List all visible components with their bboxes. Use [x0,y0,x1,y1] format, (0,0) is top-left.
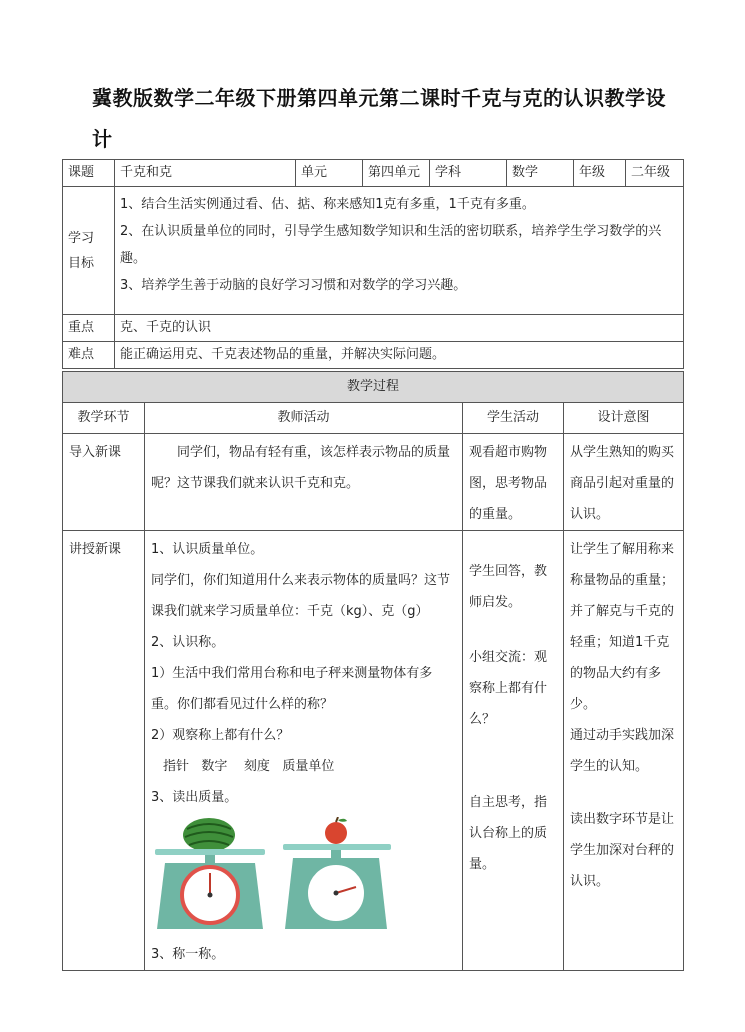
teacher-line: 1、认识质量单位。 [151,542,264,557]
intro-stage: 导入新课 [63,434,145,531]
lecture-teacher [145,531,463,971]
scale-plate [155,849,265,855]
student-line: 学生回答，教师启发。 [469,564,548,610]
student-line: 自主思考，指认台称上的质量。 [469,795,548,872]
scales-svg [151,817,391,937]
apple-icon [325,822,347,844]
grade-label: 年级 [574,160,626,187]
teacher-line: 1）生活中我们常用台称和电子秤来测量物体有多重。你们都看见过什么样的称？ [151,666,433,712]
lecture-stage: 讲授新课 [63,531,145,971]
teacher-line: 2）观察称上都有什么？ [151,728,290,743]
intro-student: 观看超市购物图，思考物品的重量。 [463,434,564,531]
teacher-line: 指针 数字 刻度 质量单位 [163,759,335,774]
scale-watermelon [155,818,265,929]
difficulty-label: 难点 [63,342,115,369]
intent-line: 读出数字环节是让学生加深对台秤的认识。 [570,812,675,889]
header-student: 学生活动 [463,403,564,434]
key-point-label: 重点 [63,315,115,342]
intent-line: 通过动手实践加深学生的认知。 [570,728,675,774]
subject-label: 学科 [430,160,507,187]
goal-item: 3、培养学生善于动脑的良好学习习惯和对数学的学习兴趣。 [120,278,467,293]
process-table [62,371,684,971]
scales-illustration [151,817,456,937]
teacher-line: 同学们，你们知道用什么来表示物体的质量吗？这节课我们就来学习质量单位：千克（kg）、克（g） [151,573,451,619]
lecture-intent [564,531,684,971]
key-point-value: 克、千克的认识 [115,315,684,342]
header-stage: 教学环节 [63,403,145,434]
lecture-student [463,531,564,971]
grade-value: 二年级 [626,160,684,187]
header-teacher: 教师活动 [145,403,463,434]
goals-content [115,187,684,315]
scale-apple [283,817,391,929]
teacher-line: 2、认识称。 [151,635,225,650]
intro-teacher: 同学们，物品有轻有重，该怎样表示物品的质量呢？这节课我们就来认识千克和克。 [145,434,463,531]
topic-value: 千克和克 [115,160,296,187]
goal-item: 1、结合生活实例通过看、估、掂、称来感知1克有多重，1千克有多重。 [120,197,535,212]
difficulty-value: 能正确运用克、千克表述物品的重量，并解决实际问题。 [115,342,684,369]
goals-label: 学习目标 [63,187,115,315]
topic-label: 课题 [63,160,115,187]
unit-value: 第四单元 [363,160,430,187]
teacher-line: 3、称一称。 [151,947,225,962]
header-intent: 设计意图 [564,403,684,434]
teacher-line: 3、读出质量。 [151,790,238,805]
subject-value: 数学 [507,160,574,187]
intent-line: 让学生了解用称来称量物品的重量；并了解克与千克的轻重；知道1千克的物品大约有多少。 [570,542,675,712]
process-title: 教学过程 [63,372,684,403]
student-line: 小组交流：观察称上都有什么？ [469,650,548,727]
goal-item: 2、在认识质量单位的同时，引导学生感知数学知识和生活的密切联系，培养学生学习数学的兴趣。 [120,224,662,266]
page-title: 冀教版数学二年级下册第四单元第二课时千克与克的认识教学设计 [92,86,666,151]
info-table [62,159,684,369]
intro-intent: 从学生熟知的购买商品引起对重量的认识。 [564,434,684,531]
unit-label: 单元 [296,160,363,187]
